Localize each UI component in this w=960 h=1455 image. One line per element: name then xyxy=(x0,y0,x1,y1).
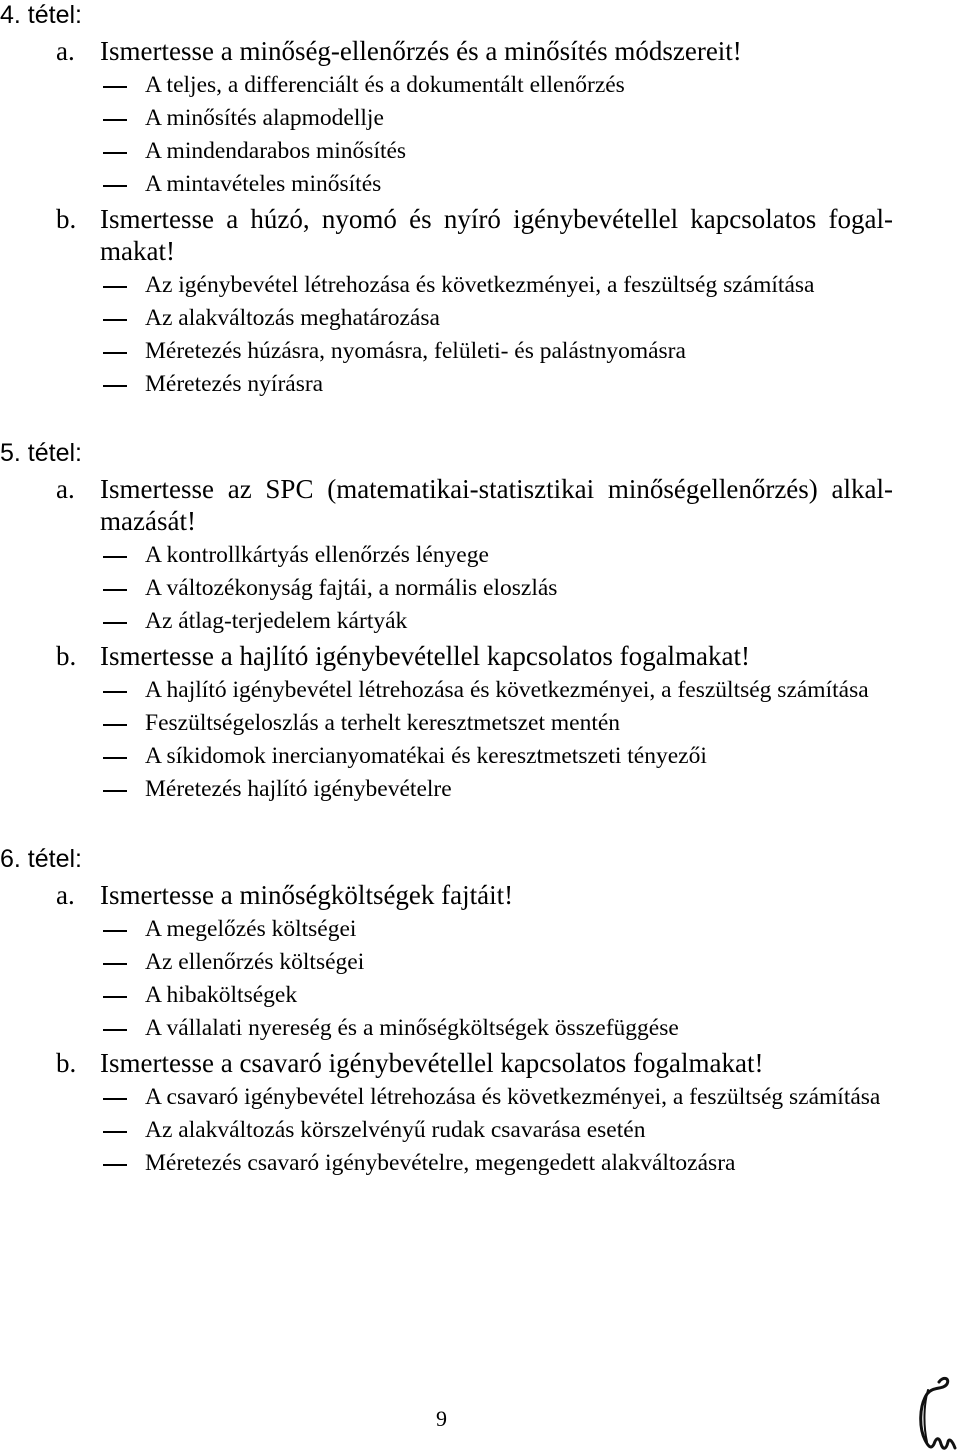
question-line: mazását! xyxy=(100,506,196,536)
question-text xyxy=(100,473,893,537)
dash-bullet xyxy=(103,1029,127,1031)
list-item-text: A minősítés alapmodellje xyxy=(145,105,384,131)
question-letter: a. xyxy=(56,474,75,504)
section-heading: 5. tétel: xyxy=(0,439,82,467)
dash-bullet xyxy=(103,352,127,354)
question-letter: b. xyxy=(56,204,77,234)
list-item-text: A hajlító igénybevétel létrehozása és következményei, a feszültség számítása xyxy=(145,677,869,703)
question-line: Ismertesse a minőség-ellenőrzés és a minősítés módszereit! xyxy=(100,36,742,66)
list-item-text: Méretezés húzásra, nyomásra, felületi- és palástnyomásra xyxy=(145,338,686,364)
list-item-text: Méretezés hajlító igénybevételre xyxy=(145,776,452,802)
list-item-text: A csavaró igénybevétel létrehozása és következményei, a feszültség számítása xyxy=(145,1084,881,1110)
question-a xyxy=(0,879,960,911)
dash-bullet xyxy=(103,622,127,624)
dash-bullet xyxy=(103,963,127,965)
dash-bullet xyxy=(103,757,127,759)
bullet-list xyxy=(0,269,960,401)
question-text xyxy=(100,1047,893,1079)
question-letter: b. xyxy=(56,1048,77,1078)
question-letter: a. xyxy=(56,880,75,910)
list-item xyxy=(0,913,960,946)
list-item xyxy=(0,102,960,135)
list-item xyxy=(0,773,960,806)
dash-bullet xyxy=(103,86,127,88)
signature-mark xyxy=(903,1374,958,1454)
dash-bullet xyxy=(103,691,127,693)
dash-bullet xyxy=(103,185,127,187)
list-item-text: A teljes, a differenciált és a dokumentált ellenőrzés xyxy=(145,72,625,98)
question-text xyxy=(100,35,893,67)
list-item-text: A mindendarabos minősítés xyxy=(145,138,407,164)
section-heading: 6. tétel: xyxy=(0,845,82,873)
question-letter: b. xyxy=(56,641,77,671)
list-item-text: Méretezés csavaró igénybevételre, megengedett alakváltozásra xyxy=(145,1150,736,1176)
bullet-list xyxy=(0,69,960,201)
page-number: 9 xyxy=(436,1406,447,1431)
question-letter: a. xyxy=(56,36,75,66)
bullet-list xyxy=(0,913,960,1045)
question-b xyxy=(0,203,960,267)
list-item-text: Az átlag-terjedelem kártyák xyxy=(145,608,408,634)
bullet-list xyxy=(0,539,960,638)
dash-bullet xyxy=(103,930,127,932)
list-item-text: A vállalati nyereség és a minőségköltségek összefüggése xyxy=(145,1015,679,1041)
dash-bullet xyxy=(103,1164,127,1166)
list-item-text: Az ellenőrzés költségei xyxy=(145,949,365,975)
question-a xyxy=(0,35,960,67)
section-heading: 4. tétel: xyxy=(0,1,82,29)
list-item xyxy=(0,946,960,979)
dash-bullet xyxy=(103,589,127,591)
section-6 xyxy=(0,844,960,1180)
bullet-list xyxy=(0,1081,960,1180)
question-b xyxy=(0,1047,960,1079)
question-line: Ismertesse a minőségköltségek fajtáit! xyxy=(100,880,514,910)
list-item xyxy=(0,605,960,638)
question-line: Ismertesse a csavaró igénybevétellel kapcsolatos fogalmakat! xyxy=(100,1048,764,1078)
list-item xyxy=(0,1147,960,1180)
list-item xyxy=(0,979,960,1012)
list-item xyxy=(0,572,960,605)
dash-bullet xyxy=(103,119,127,121)
list-item xyxy=(0,1081,960,1114)
section-5 xyxy=(0,438,960,806)
list-item xyxy=(0,674,960,707)
list-item xyxy=(0,1012,960,1045)
list-item-text: A síkidomok inercianyomatékai és keresztmetszeti tényezői xyxy=(145,743,707,769)
list-item-text: A mintavételes minősítés xyxy=(145,171,382,197)
list-item xyxy=(0,269,960,302)
dash-bullet xyxy=(103,790,127,792)
list-item-text: Az igénybevétel létrehozása és következményei, a feszültség számítása xyxy=(145,272,815,298)
list-item xyxy=(0,69,960,102)
question-line: Ismertesse a hajlító igénybevétellel kapcsolatos fogalmakat! xyxy=(100,641,751,671)
dash-bullet xyxy=(103,286,127,288)
question-text xyxy=(100,640,893,672)
dash-bullet xyxy=(103,319,127,321)
dash-bullet xyxy=(103,1131,127,1133)
dash-bullet xyxy=(103,724,127,726)
bullet-list xyxy=(0,674,960,806)
list-item xyxy=(0,1114,960,1147)
dash-bullet xyxy=(103,1098,127,1100)
section-4 xyxy=(0,0,960,401)
dash-bullet xyxy=(103,152,127,154)
question-a xyxy=(0,473,960,537)
list-item-text: Az alakváltozás meghatározása xyxy=(145,305,440,331)
question-text xyxy=(100,879,893,911)
list-item-text: A kontrollkártyás ellenőrzés lényege xyxy=(145,542,489,568)
list-item-text: A megelőzés költségei xyxy=(145,916,357,942)
list-item-text: Feszültségeloszlás a terhelt keresztmetszet mentén xyxy=(145,710,621,736)
list-item xyxy=(0,135,960,168)
list-item xyxy=(0,539,960,572)
question-b xyxy=(0,640,960,672)
list-item xyxy=(0,302,960,335)
question-text xyxy=(100,203,893,267)
question-line: Ismertesse az SPC (matematikai-statisztikai minőségellenőrzés) alkal- xyxy=(100,474,893,504)
list-item xyxy=(0,740,960,773)
list-item-text: Az alakváltozás körszelvényű rudak csavarása esetén xyxy=(145,1117,646,1143)
dash-bullet xyxy=(103,996,127,998)
list-item xyxy=(0,368,960,401)
list-item xyxy=(0,335,960,368)
question-line: Ismertesse a húzó, nyomó és nyíró igénybevétellel kapcsolatos fogal- xyxy=(100,204,893,234)
question-line: makat! xyxy=(100,236,175,266)
list-item-text: Méretezés nyírásra xyxy=(145,371,324,397)
dash-bullet xyxy=(103,385,127,387)
list-item-text: A hibaköltségek xyxy=(145,982,298,1008)
list-item-text: A változékonyság fajtái, a normális eloszlás xyxy=(145,575,558,601)
list-item xyxy=(0,707,960,740)
dash-bullet xyxy=(103,556,127,558)
list-item xyxy=(0,168,960,201)
